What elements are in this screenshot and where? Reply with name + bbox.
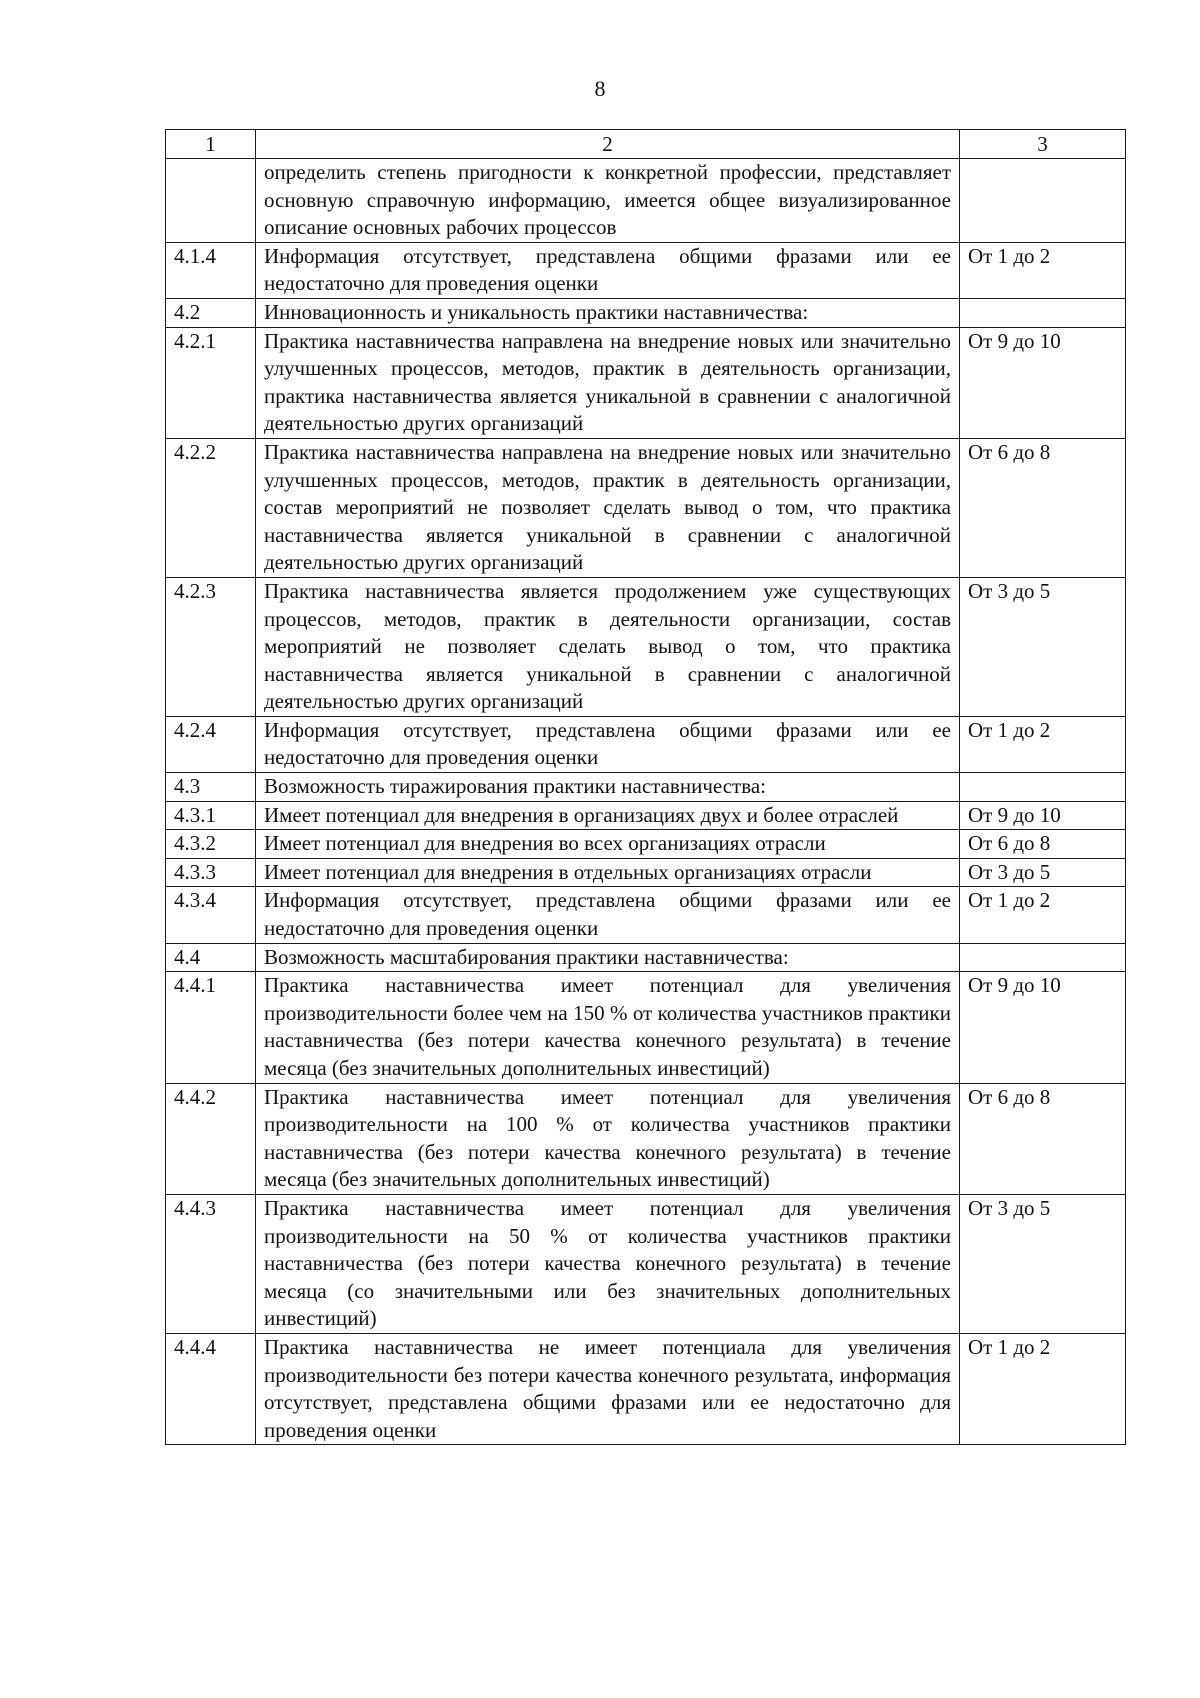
row-text: Практика наставничества имеет потенциал для увеличения производительности более чем на 150 % от количества участников практики наставничества (без потери качества конечного результата) в течение месяца (без значительных дополнительных инвестиций) — [256, 972, 960, 1083]
row-code: 4.3 — [166, 773, 256, 802]
row-code: 4.3.3 — [166, 858, 256, 887]
row-text: Имеет потенциал для внедрения во всех организациях отрасли — [256, 830, 960, 859]
row-score: От 3 до 5 — [960, 577, 1126, 716]
row-code: 4.2.2 — [166, 438, 256, 577]
row-code: 4.4.1 — [166, 972, 256, 1083]
table-header-row — [166, 130, 1126, 159]
row-code: 4.3.4 — [166, 887, 256, 943]
row-score — [960, 298, 1126, 327]
row-code: 4.3.2 — [166, 830, 256, 859]
row-text: Практика наставничества направлена на внедрение новых или значительно улучшенных процессов, методов, практик в деятельность организации, состав мероприятий не позволяет сделать вывод о том, что практика наставничества является уникальной в сравнении с аналогичной деятельностью других организаций — [256, 438, 960, 577]
row-code: 4.2.1 — [166, 327, 256, 438]
table-row — [166, 577, 1126, 716]
column-header-1: 1 — [166, 130, 256, 159]
table-row — [166, 1194, 1126, 1333]
criteria-table — [165, 129, 1126, 1445]
table-row — [166, 327, 1126, 438]
row-code: 4.4.2 — [166, 1083, 256, 1194]
table-row — [166, 242, 1126, 298]
table-row — [166, 887, 1126, 943]
row-code: 4.4.4 — [166, 1333, 256, 1444]
row-text: Информация отсутствует, представлена общими фразами или ее недостаточно для проведения оценки — [256, 716, 960, 772]
row-score — [960, 159, 1126, 243]
row-text: Информация отсутствует, представлена общими фразами или ее недостаточно для проведения оценки — [256, 887, 960, 943]
row-score — [960, 943, 1126, 972]
table-row — [166, 159, 1126, 243]
row-code: 4.1.4 — [166, 242, 256, 298]
row-score: От 6 до 8 — [960, 438, 1126, 577]
row-text: Практика наставничества не имеет потенциала для увеличения производительности без потери качества конечного результата, информация отсутствует, представлена общими фразами или ее недостаточно для проведения оценки — [256, 1333, 960, 1444]
row-score: От 9 до 10 — [960, 972, 1126, 1083]
row-text: Инновационность и уникальность практики наставничества: — [256, 298, 960, 327]
row-code: 4.4.3 — [166, 1194, 256, 1333]
column-header-2: 2 — [256, 130, 960, 159]
table-row — [166, 773, 1126, 802]
row-text: Имеет потенциал для внедрения в организациях двух и более отраслей — [256, 801, 960, 830]
row-score: От 9 до 10 — [960, 327, 1126, 438]
row-code: 4.4 — [166, 943, 256, 972]
row-text: определить степень пригодности к конкретной профессии, представляет основную справочную информацию, имеется общее визуализированное описание основных рабочих процессов — [256, 159, 960, 243]
table-row — [166, 972, 1126, 1083]
row-text: Практика наставничества имеет потенциал для увеличения производительности на 100 % от количества участников практики наставничества (без потери качества конечного результата) в течение месяца (без значительных дополнительных инвестиций) — [256, 1083, 960, 1194]
row-code: 4.2.4 — [166, 716, 256, 772]
row-code — [166, 159, 256, 243]
row-score: От 3 до 5 — [960, 858, 1126, 887]
row-text: Практика наставничества имеет потенциал для увеличения производительности на 50 % от количества участников практики наставничества (без потери качества конечного результата) в течение месяца (со значительными или без значительных дополнительных инвестиций) — [256, 1194, 960, 1333]
table-row — [166, 1333, 1126, 1444]
row-text: Практика наставничества является продолжением уже существующих процессов, методов, практик в деятельности организации, состав мероприятий не позволяет сделать вывод о том, что практика наставничества является уникальной в сравнении с аналогичной деятельностью других организаций — [256, 577, 960, 716]
table-row — [166, 716, 1126, 772]
row-code: 4.2 — [166, 298, 256, 327]
row-score: От 9 до 10 — [960, 801, 1126, 830]
row-text: Информация отсутствует, представлена общими фразами или ее недостаточно для проведения оценки — [256, 242, 960, 298]
row-score: От 1 до 2 — [960, 1333, 1126, 1444]
row-score: От 6 до 8 — [960, 1083, 1126, 1194]
row-score: От 1 до 2 — [960, 887, 1126, 943]
row-score: От 1 до 2 — [960, 716, 1126, 772]
column-header-3: 3 — [960, 130, 1126, 159]
table-row — [166, 801, 1126, 830]
row-score: От 6 до 8 — [960, 830, 1126, 859]
row-text: Практика наставничества направлена на внедрение новых или значительно улучшенных процессов, методов, практик в деятельность организации, практика наставничества является уникальной в сравнении с аналогичной деятельностью других организаций — [256, 327, 960, 438]
row-text: Имеет потенциал для внедрения в отдельных организациях отрасли — [256, 858, 960, 887]
table-row — [166, 858, 1126, 887]
table-row — [166, 298, 1126, 327]
table-row — [166, 830, 1126, 859]
row-score — [960, 773, 1126, 802]
table-row — [166, 943, 1126, 972]
row-score: От 1 до 2 — [960, 242, 1126, 298]
table-row — [166, 438, 1126, 577]
row-text: Возможность масштабирования практики наставничества: — [256, 943, 960, 972]
row-score: От 3 до 5 — [960, 1194, 1126, 1333]
row-code: 4.2.3 — [166, 577, 256, 716]
table-row — [166, 1083, 1126, 1194]
row-code: 4.3.1 — [166, 801, 256, 830]
row-text: Возможность тиражирования практики наставничества: — [256, 773, 960, 802]
page-number: 8 — [594, 76, 606, 101]
